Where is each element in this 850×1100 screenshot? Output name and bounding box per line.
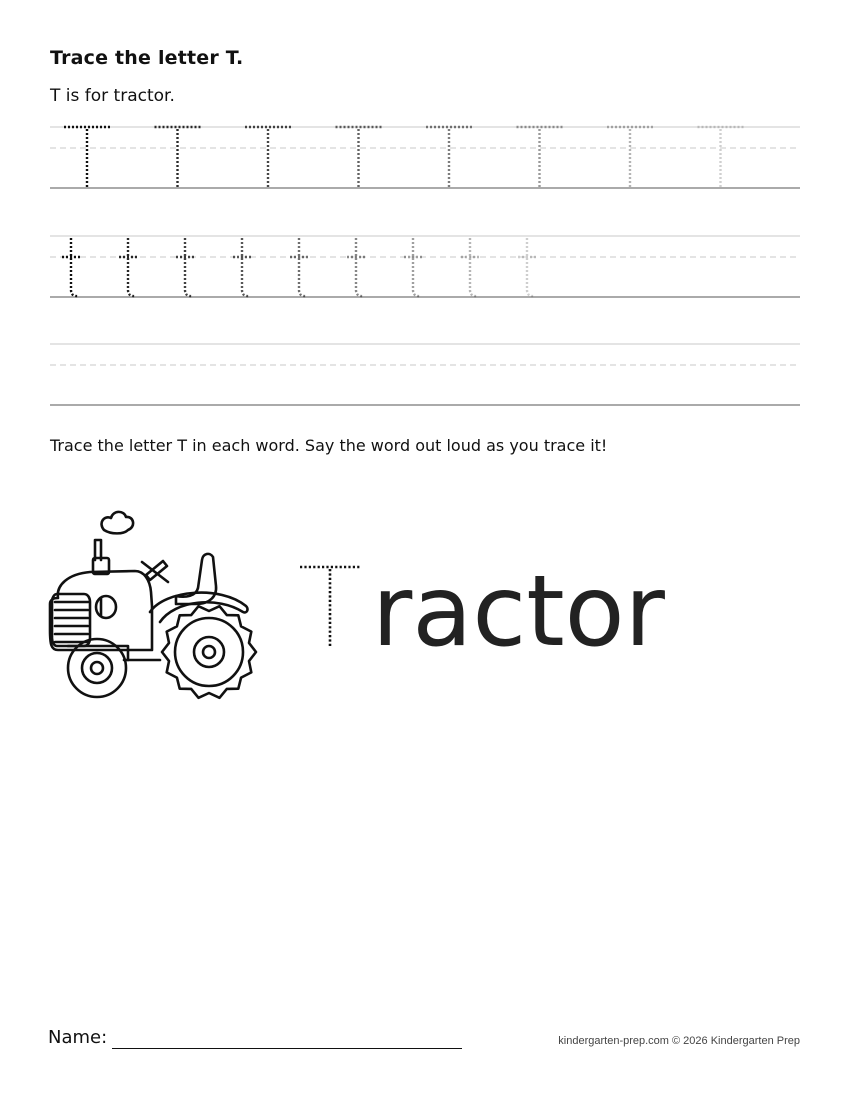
lowercase-trace-t[interactable] bbox=[233, 238, 253, 296]
lowercase-trace-t[interactable] bbox=[290, 238, 310, 296]
lowercase-trace-t[interactable] bbox=[119, 238, 139, 296]
uppercase-trace-t[interactable] bbox=[698, 127, 744, 188]
name-input-line[interactable] bbox=[112, 1048, 462, 1049]
word-trace-letter-t[interactable] bbox=[300, 567, 360, 646]
worksheet-subtitle: T is for tractor. bbox=[50, 86, 175, 106]
lowercase-trace-letters[interactable] bbox=[62, 238, 538, 296]
uppercase-trace-t[interactable] bbox=[336, 127, 382, 188]
name-label: Name: bbox=[48, 1027, 108, 1048]
lowercase-trace-t[interactable] bbox=[404, 238, 424, 296]
worksheet-title: Trace the letter T. bbox=[50, 47, 244, 69]
uppercase-trace-letters[interactable] bbox=[64, 127, 744, 188]
blank-practice-row[interactable] bbox=[50, 344, 800, 405]
uppercase-trace-t[interactable] bbox=[426, 127, 472, 188]
uppercase-trace-t[interactable] bbox=[64, 127, 110, 188]
lowercase-trace-t[interactable] bbox=[518, 238, 538, 296]
copyright-footer: kindergarten-prep.com © 2026 Kindergarten Prep bbox=[558, 1035, 800, 1047]
lowercase-trace-t[interactable] bbox=[347, 238, 367, 296]
lowercase-trace-t[interactable] bbox=[62, 238, 82, 296]
uppercase-guide-row bbox=[50, 127, 800, 188]
uppercase-trace-t[interactable] bbox=[517, 127, 563, 188]
uppercase-trace-t[interactable] bbox=[607, 127, 653, 188]
uppercase-trace-t[interactable] bbox=[245, 127, 291, 188]
tractor-rear-wheel bbox=[162, 606, 256, 698]
uppercase-trace-t[interactable] bbox=[155, 127, 201, 188]
lowercase-guide-row bbox=[50, 236, 800, 297]
lowercase-trace-t[interactable] bbox=[461, 238, 481, 296]
trace-instructions: Trace the letter T in each word. Say the word out loud as you trace it! bbox=[50, 436, 608, 455]
lowercase-trace-t[interactable] bbox=[176, 238, 196, 296]
word-rest-text: ractor bbox=[372, 555, 665, 669]
